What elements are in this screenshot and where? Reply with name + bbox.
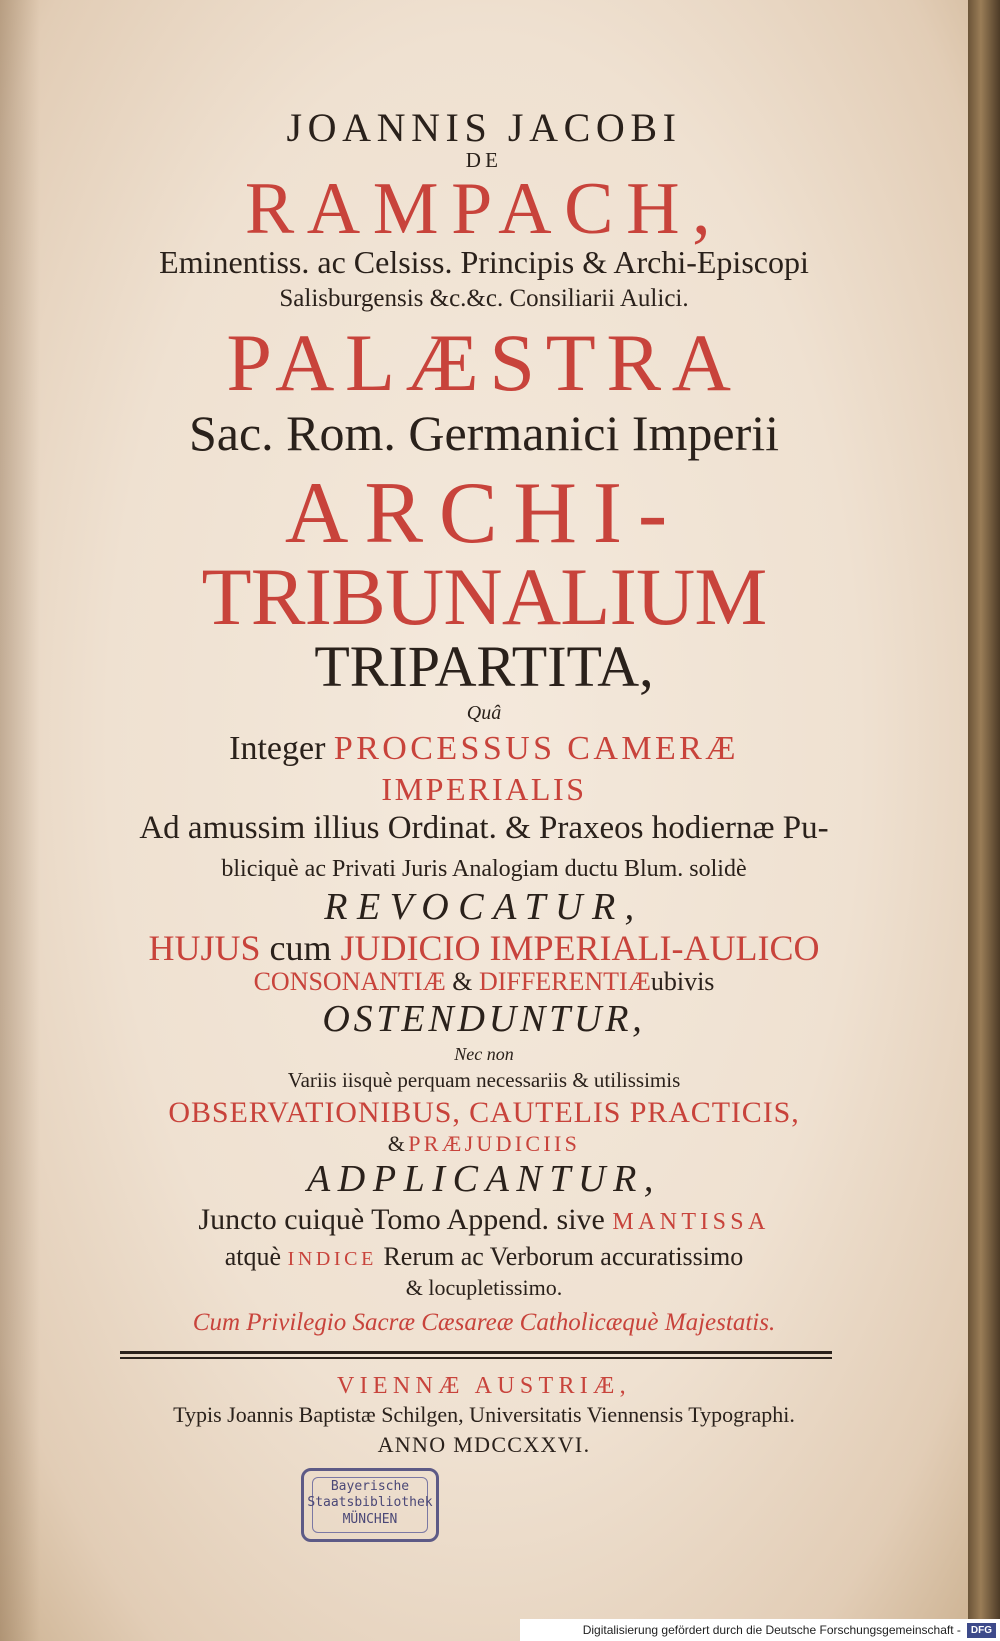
processus-line [0,732,968,766]
rule-thin [120,1357,832,1359]
ampersand: & [452,967,473,996]
consonantiae-line [0,969,968,995]
observationibus-text: OBSERVATIONIBUS, CAUTELIS PRACTICIS, [168,1096,800,1129]
praejudiciis-ampersand: & [387,1131,409,1156]
privilegio-text: Cum Privilegio Sacræ Cæsareæ Catholicæquè Majestatis. [192,1309,776,1336]
imprint-printer: Typis Joannis Baptistæ Schilgen, Universitatis Viennensis Typographi. [173,1402,795,1427]
rerum-text: Rerum ac Verborum accuratissimo [383,1242,744,1271]
imperialis-text: IMPERIALIS [381,771,587,807]
author-particle: DE [465,148,503,172]
ubivis-text: ubivis [650,967,715,996]
cum-text: cum [269,928,332,968]
stamp-line-2: Staatsbibliothek [307,1495,433,1511]
adplicantur-text: ADPLICANTUR, [306,1158,662,1200]
mantissa-text: MANTISSA [612,1209,770,1235]
revocatur-text: REVOCATUR, [324,886,644,928]
praejudiciis-line [0,1133,968,1155]
library-stamp [301,1468,439,1542]
indice-line [0,1244,968,1270]
author-office-line-1: Eminentiss. ac Celsiss. Principis & Archi-Episcopi [159,244,809,280]
blicique-text: bliciquè ac Privati Juris Analogiam ductu Blum. solidè [221,856,747,882]
author-office-line-2: Salisburgensis &c.&c. Consiliarii Aulici. [279,285,689,312]
page-edge-shadow [968,0,1000,1641]
atque-text: atquè [224,1242,282,1271]
differentiae-text: DIFFERENTIÆ [478,967,651,996]
ostenduntur-text: OSTENDUNTUR, [322,998,646,1040]
qua-text: Quâ [466,702,502,724]
footer-text: Digitalisierung gefördert durch die Deutsche Forschungsgemeinschaft - [582,1623,961,1637]
title-tribunalium: TRIBUNALIUM [201,551,767,642]
hujus-text: HUJUS [148,928,261,968]
ad-amussim-text: Ad amussim illius Ordinat. & Praxeos hodiernæ Pu- [139,810,829,846]
hujus-line [0,930,968,966]
nec-non-text: Nec non [454,1044,514,1064]
juncto-text: Juncto cuiquè Tomo Append. sive [198,1203,605,1236]
author-forenames: JOANNIS JACOBI [286,105,682,150]
processus-text: PROCESSUS CAMERÆ [333,730,739,767]
stamp-line-1: Bayerische [330,1479,410,1494]
rule-thick [120,1351,832,1354]
judicio-text: JUDICIO IMPERIALI-AULICO [340,928,820,968]
title-imperii: Sac. Rom. Germanici Imperii [188,405,780,461]
imprint-year: ANNO MDCCXXVI. [377,1432,591,1457]
praejudiciis-text: PRÆJUDICIIS [408,1131,581,1156]
stamp-line-3: MÜNCHEN [342,1511,398,1527]
imprint-place: VIENNÆ AUSTRIÆ, [337,1373,631,1399]
integer-text: Integer [229,730,326,767]
juncto-line [0,1205,968,1235]
title-archi: ARCHI- [284,465,684,562]
indice-text: INDICE [287,1248,377,1270]
double-rule-divider [120,1351,832,1363]
author-surname: RAMPACH, [244,168,724,250]
locupletissimo-text: & locupletissimo. [405,1275,563,1300]
dfg-logo: DFG [967,1623,996,1638]
consonantiae-text: CONSONANTIÆ [253,967,446,996]
title-palaestra: PALÆSTRA [226,317,742,408]
title-tripartita: TRIPARTITA, [314,634,654,699]
digitization-footer [520,1619,1000,1641]
variis-text: Variis iisquè perquam necessariis & utilissimis [287,1068,681,1092]
